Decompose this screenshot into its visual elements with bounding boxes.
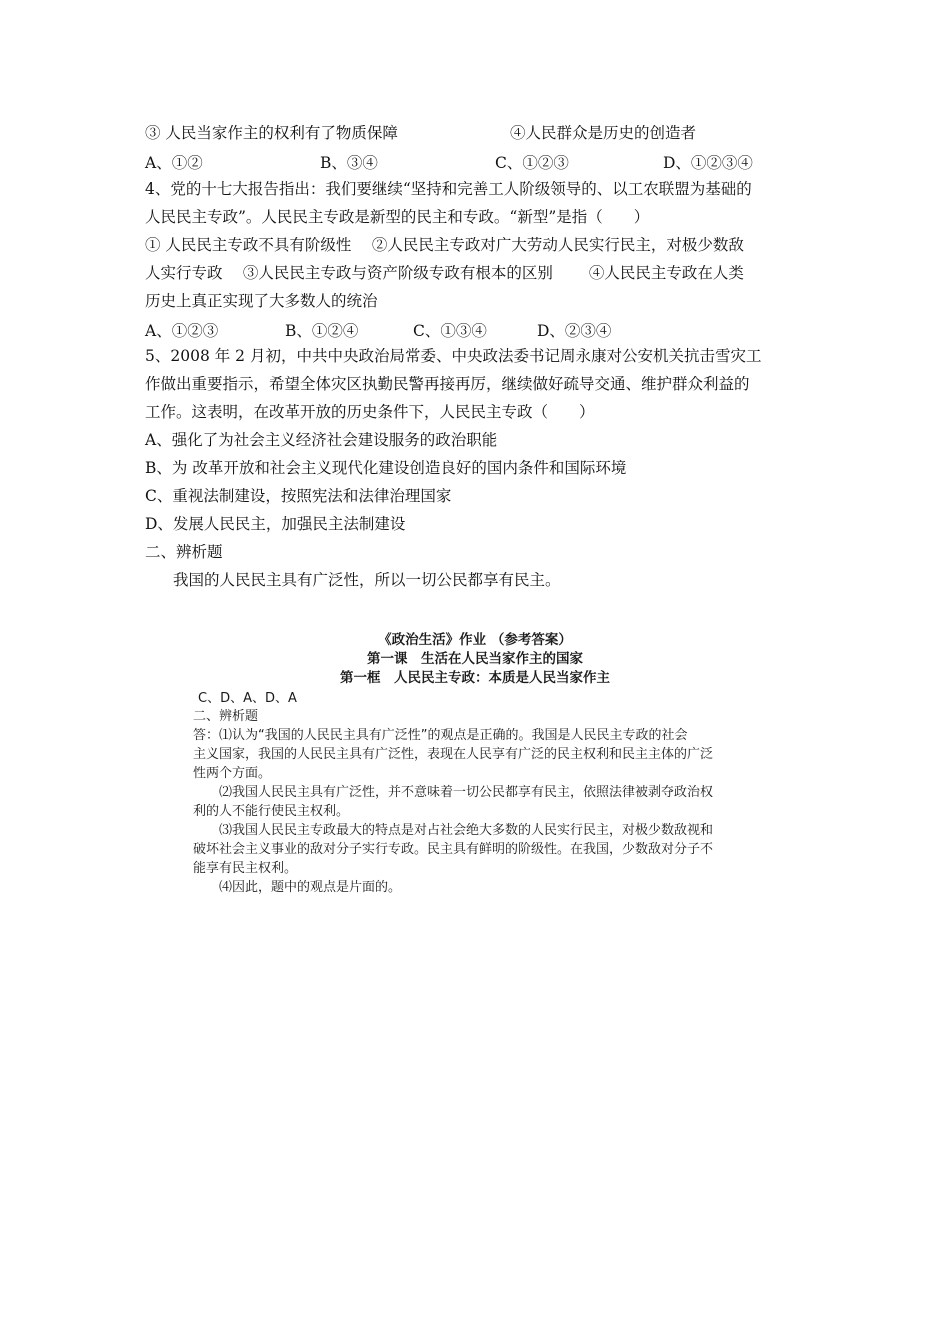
q4-line-5: 历史上真正实现了大多数人的统治 <box>145 292 378 310</box>
q3-option-b: B、③④ <box>320 154 378 172</box>
q3-item-3: ③ 人民当家作主的权利有了物质保障 <box>145 124 398 142</box>
q4-option-c: C、①③④ <box>413 322 487 340</box>
answer-line-7: 破坏社会主义事业的敌对分子实行专政。民主具有鲜明的阶级性。在我国，少数敌对分子不 <box>193 842 714 857</box>
answer-title: 《政治生活》作业 （参考答案） <box>378 632 572 648</box>
q4-line-4: 人实行专政 ③人民民主专政与资产阶级专政有根本的区别 ④人民民主专政在人类 <box>145 264 744 282</box>
q4-line-3: ① 人民民主专政不具有阶级性 ②人民民主专政对广大劳动人民实行民主，对极少数敌 <box>145 236 744 254</box>
answer-line-2: 主义国家，我国的人民民主具有广泛性，表现在人民享有广泛的民主权利和民主主体的广泛 <box>193 747 714 762</box>
q5-line-1: 5、2008 年 2 月初，中共中央政治局常委、中央政法委书记周永康对公安机关抗击雪灾工 <box>145 347 762 365</box>
q3-item-4: ④人民群众是历史的创造者 <box>510 124 697 142</box>
choice-answers: C、D、A、D、A <box>198 691 297 706</box>
answer-line-1: 答：⑴认为“我国的人民民主具有广泛性”的观点是正确的。我国是人民民主专政的社会 <box>193 728 688 743</box>
q4-line-2: 人民民主专政”。人民民主专政是新型的民主和专政。“新型”是指（ ） <box>145 208 650 226</box>
q3-option-d: D、①②③④ <box>663 154 753 172</box>
section-heading: 二、辨析题 <box>145 543 223 561</box>
answer-line-6: ⑶我国人民民主专政最大的特点是对占社会绝大多数的人民实行民主，对极少数敌视和 <box>193 823 714 838</box>
q3-option-a: A、①② <box>145 154 203 172</box>
answer-line-9: ⑷因此，题中的观点是片面的。 <box>193 880 402 895</box>
q5-option-c: C、重视法制建设，按照宪法和法律治理国家 <box>145 487 452 505</box>
q4-option-a: A、①②③ <box>145 322 219 340</box>
answer-line-5: 利的人不能行使民主权利。 <box>193 804 350 819</box>
q5-option-d: D、发展人民民主，加强民主法制建设 <box>145 515 406 533</box>
answer-section-title: 第一框 人民民主专政：本质是人民当家作主 <box>340 670 610 686</box>
answer-line-4: ⑵我国人民民主具有广泛性，并不意味着一切公民都享有民主，依照法律被剥夺政治权 <box>193 785 714 800</box>
q4-option-b: B、①②④ <box>285 322 359 340</box>
q5-line-2: 作做出重要指示，希望全体灾区执勤民警再接再厉，继续做好疏导交通、维护群众利益的 <box>145 375 750 393</box>
answer-line-3: 性两个方面。 <box>193 766 272 781</box>
analysis-statement: 我国的人民民主具有广泛性，所以一切公民都享有民主。 <box>173 571 561 589</box>
answer-line-8: 能享有民主权利。 <box>193 861 298 876</box>
q5-line-3: 工作。这表明，在改革开放的历史条件下，人民民主专政（ ） <box>145 403 595 421</box>
q4-line-1: 4、党的十七大报告指出：我们要继续“坚持和完善工人阶级领导的、以工农联盟为基础的 <box>145 180 752 198</box>
q3-option-c: C、①②③ <box>495 154 569 172</box>
q4-option-d: D、②③④ <box>537 322 612 340</box>
q5-option-a: A、强化了为社会主义经济社会建设服务的政治职能 <box>145 431 498 449</box>
answer-lesson-title: 第一课 生活在人民当家作主的国家 <box>367 651 583 667</box>
answer-heading: 二、辨析题 <box>193 709 259 724</box>
q5-option-b: B、为 改革开放和社会主义现代化建设创造良好的国内条件和国际环境 <box>145 459 627 477</box>
